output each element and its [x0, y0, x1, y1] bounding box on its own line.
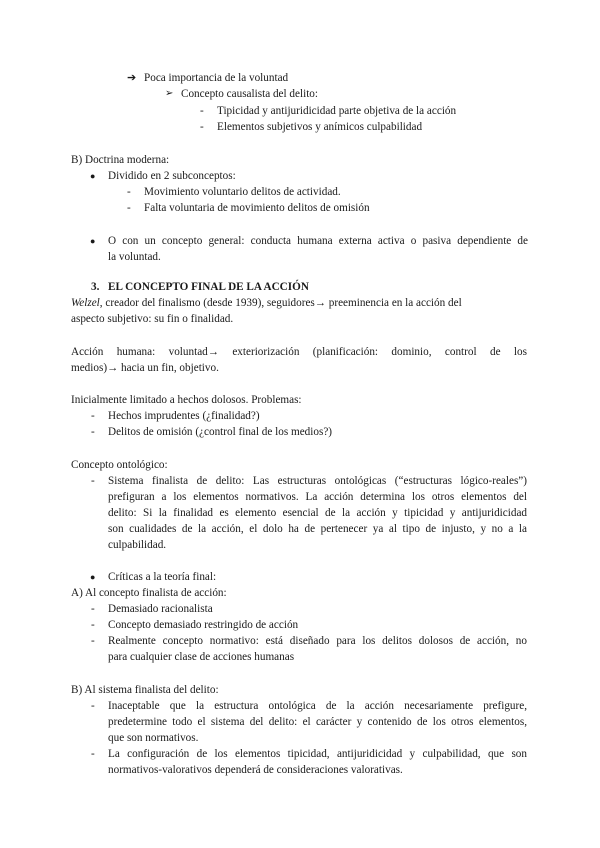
list-item: Concepto causalista del delito: [181, 88, 319, 100]
author-name: Welzel [71, 297, 100, 309]
dash-bullet-icon: - [91, 619, 95, 631]
list-item: Tipicidad y antijuridicidad parte objetiva de la acción [217, 105, 457, 117]
list-item: Poca importancia de la voluntad [144, 72, 289, 84]
list-item-continuation: normativos-valorativos dependerá de consideraciones valorativas. [108, 764, 403, 776]
dash-bullet-icon: - [91, 748, 95, 760]
list-item: Inaceptable que la estructura ontológica de la acción necesariamente prefigure, [108, 700, 527, 712]
list-item: Movimiento voluntario delitos de actividad. [144, 186, 341, 198]
dash-bullet-icon: - [91, 475, 95, 487]
paragraph-line: Acción humana: voluntad→ exteriorización (planificación: dominio, control de los [71, 346, 527, 358]
subsection-heading: A) Al concepto finalista de acción: [71, 587, 227, 599]
paragraph-line: Inicialmente limitado a hechos dolosos. Problemas: [71, 394, 302, 406]
dash-bullet-icon: - [200, 105, 204, 117]
list-item-continuation: la voluntad. [108, 251, 161, 263]
bullet-dot-icon: ● [90, 171, 96, 181]
section-title: EL CONCEPTO FINAL DE LA ACCIÓN [108, 281, 309, 293]
paragraph-line: delito: Si la finalidad es elemento esencial de la acción y tipicidad y antijuridicidad [108, 507, 527, 519]
dash-bullet-icon: - [127, 202, 131, 214]
bullet-dot-icon: ● [90, 236, 96, 246]
list-item: Concepto demasiado restringido de acción [108, 619, 299, 631]
list-item-continuation: predetermine todo el sistema del delito: el carácter y contenido de los otros elementos, [108, 716, 527, 728]
list-item: O con un concepto general: conducta humana externa activa o pasiva dependiente de [108, 235, 528, 247]
dash-bullet-icon: - [91, 426, 95, 438]
paragraph-line: culpabilidad. [108, 539, 167, 551]
arrow-bullet-icon: ➔ [127, 72, 137, 84]
triangle-bullet-icon: ➢ [165, 88, 174, 99]
paragraph-line: prefiguran a los elementos normativos. La acción determina los otros elementos del [108, 491, 527, 503]
dash-bullet-icon: - [91, 700, 95, 712]
paragraph-line: medios)→ hacia un fin, objetivo. [71, 362, 219, 374]
list-item-continuation: que son normativos. [108, 732, 199, 744]
list-item-continuation: para cualquier clase de acciones humanas [108, 651, 295, 663]
subsection-heading: B) Al sistema finalista del delito: [71, 684, 219, 696]
paragraph-line: Sistema finalista de delito: Las estructuras ontológicas (“estructuras lógico-reales”) [108, 475, 527, 487]
dash-bullet-icon: - [91, 410, 95, 422]
section-heading: B) Doctrina moderna: [71, 154, 170, 166]
dash-bullet-icon: - [200, 121, 204, 133]
list-item: Demasiado racionalista [108, 603, 213, 615]
list-item: La configuración de los elementos tipicidad, antijuridicidad y culpabilidad, que son [108, 748, 527, 760]
list-item: Dividido en 2 subconceptos: [108, 170, 236, 182]
dash-bullet-icon: - [127, 186, 131, 198]
paragraph-line: son cualidades de la acción, el dolo ha de pertenecer ya al tipo de injusto, y no a la [108, 523, 527, 535]
list-item: Críticas a la teoría final: [108, 571, 217, 583]
welzel-paragraph [71, 295, 527, 311]
paragraph-line: aspecto subjetivo: su fin o finalidad. [71, 313, 234, 325]
list-item: Elementos subjetivos y anímicos culpabilidad [217, 121, 423, 133]
section-heading: Concepto ontológico: [71, 459, 168, 471]
list-item: Falta voluntaria de movimiento delitos de omisión [144, 202, 370, 214]
bullet-dot-icon: ● [90, 572, 96, 582]
section-number: 3. [91, 281, 100, 293]
list-item: Hechos imprudentes (¿finalidad?) [108, 410, 260, 422]
paragraph-line: , creador del finalismo (desde 1939), seguidores→ preeminencia en la acción del [99, 297, 462, 309]
list-item: Realmente concepto normativo: está diseñado para los delitos dolosos de acción, no [108, 635, 527, 647]
list-item: Delitos de omisión (¿control final de los medios?) [108, 426, 333, 438]
dash-bullet-icon: - [91, 603, 95, 615]
dash-bullet-icon: - [91, 635, 95, 647]
